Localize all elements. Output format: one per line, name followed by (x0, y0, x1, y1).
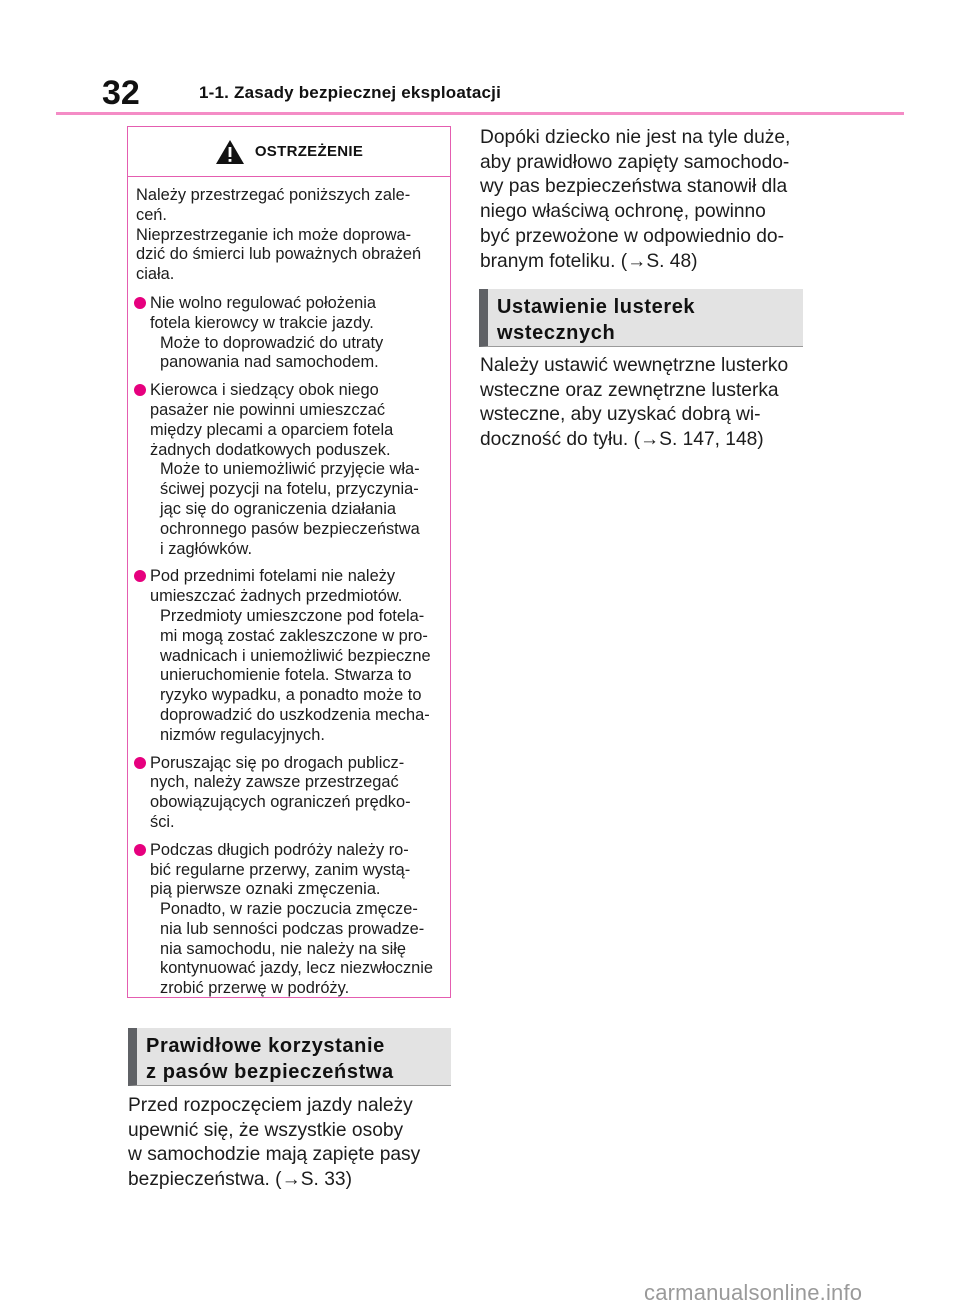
paragraph-line: bezpieczeństwa. (→S. 33) (128, 1169, 352, 1191)
warning-title: OSTRZEŻENIE (254, 143, 364, 160)
section-header-mirrors (479, 289, 803, 347)
header-divider (56, 112, 904, 115)
bullet-line: ści. (150, 812, 175, 831)
paragraph-line: wy pas bezpieczeństwa stanowił dla (480, 176, 788, 198)
section-title-line: Prawidłowe korzystanie (146, 1035, 385, 1057)
warning-intro (136, 186, 442, 226)
paragraph-line: upewnić się, że wszystkie osoby (128, 1119, 404, 1141)
paragraph-line: aby prawidłowo zapięty samochodo- (480, 151, 790, 173)
paragraph-line: doczność do tyłu. (→S. 147, 148) (480, 429, 764, 451)
warning-box (127, 126, 451, 998)
paragraph-line: w samochodzie mają zapięte pasy (128, 1144, 421, 1166)
bullet-explanation (150, 460, 442, 559)
paragraph-line: branym foteliku. (→S. 48) (480, 250, 698, 272)
bullet-explanation-line: ryzyko wypadku, a ponadto może to (160, 686, 422, 705)
bullet-text (150, 567, 442, 607)
bullet-explanation-line: kontynuować jazdy, lecz niezwłocznie (160, 959, 434, 978)
watermark: carmanualsonline.info (644, 1280, 863, 1305)
page-number: 32 (102, 74, 140, 112)
bullet-line: fotela kierowcy w trakcie jazdy. (150, 313, 374, 332)
bullet-line: pasażer nie powinni umieszczać (150, 400, 386, 419)
paragraph-line: Należy ustawić wewnętrzne lusterko (480, 355, 789, 376)
bullet-explanation-line: Ponadto, w razie poczucia zmęcze- (160, 900, 418, 919)
bullet-dot-icon (134, 297, 146, 309)
warning-triangle-icon (215, 139, 245, 165)
bullet-explanation-line: ściwej pozycji na fotelu, przyczynia- (160, 480, 419, 499)
bullet-line: Nie wolno regulować położenia (150, 293, 376, 312)
warning-intro-line: Należy przestrzegać poniższych zale- (136, 186, 411, 204)
bullet-explanation-line: unieruchomienie fotela. Stwarza to (160, 666, 412, 685)
warning-bullet (136, 841, 442, 999)
bullet-explanation-line: wadnicach i uniemożliwić bezpieczne (160, 646, 431, 665)
mirrors-paragraph (480, 354, 810, 453)
bullet-explanation-line: panowania nad samochodem. (160, 353, 379, 372)
seatbelts-paragraph (128, 1094, 458, 1193)
bullet-explanation-line: nia lub senności podczas prowadze- (160, 919, 425, 938)
bullet-line: między plecami a oparciem fotela (150, 420, 394, 439)
bullet-explanation-line: ochronnego pasów bezpieczeństwa (160, 519, 420, 538)
bullet-explanation (150, 900, 442, 999)
bullet-explanation-line: mi mogą zostać zakleszczone w pro- (160, 626, 428, 645)
chapter-title: 1-1. Zasady bezpiecznej eksploatacji (199, 83, 501, 102)
page-header (0, 0, 960, 120)
bullet-explanation-line: zrobić przerwę w podróży. (160, 979, 350, 998)
bullet-explanation-line: i zagłówków. (160, 539, 253, 558)
paragraph-line: Przed rozpoczęciem jazdy należy (128, 1095, 413, 1116)
bullet-dot-icon (134, 757, 146, 769)
paragraph-line: być przewożone w odpowiednio do- (480, 225, 784, 247)
bullet-dot-icon (134, 570, 146, 582)
bullet-explanation-line: jąc się do ograniczenia działania (160, 499, 396, 518)
paragraph-line: Dopóki dziecko nie jest na tyle duże, (480, 127, 791, 148)
bullet-dot-icon (134, 844, 146, 856)
bullet-line: bić regularne przerwy, zanim wystą- (150, 860, 411, 879)
section-title-line: wstecznych (497, 322, 616, 344)
warning-bullet (136, 754, 442, 833)
bullet-line: Poruszając się po drogach publicz- (150, 753, 405, 772)
bullet-explanation-line: Może to doprowadzić do utraty (160, 333, 384, 352)
warning-consequence (136, 226, 442, 285)
warning-bullet (136, 294, 442, 373)
bullet-explanation-line: doprowadzić do uszkodzenia mecha- (160, 705, 430, 724)
paragraph-line: wsteczne oraz zewnętrzne lusterka (480, 379, 779, 401)
bullet-explanation-line: Przedmioty umieszczone pod fotela- (160, 606, 425, 625)
bullet-line: pią pierwsze oznaki zmęczenia. (150, 880, 381, 899)
bullet-line: umieszczać żadnych przedmiotów. (150, 587, 403, 606)
warning-consequence-line: Nieprzestrzeganie ich może doprowa- (136, 225, 412, 244)
bullet-explanation-line: nia samochodu, nie należy na siłę (160, 939, 407, 958)
warning-header (128, 127, 450, 177)
bullet-explanation-line: nizmów regulacyjnych. (160, 725, 325, 744)
warning-intro-line: ceń. (136, 205, 167, 224)
warning-bullet (136, 567, 442, 745)
bullet-line: nych, należy zawsze przestrzegać (150, 773, 399, 792)
bullet-explanation-line: Może to uniemożliwić przyjęcie wła- (160, 460, 420, 479)
section-title-line: z pasów bezpieczeństwa (146, 1061, 394, 1083)
bullet-text (150, 841, 442, 900)
bullet-line: Podczas długich podróży należy ro- (150, 840, 409, 859)
bullet-text (150, 754, 442, 833)
section-header-seatbelts (128, 1028, 451, 1086)
warning-bullet (136, 381, 442, 559)
bullet-line: żadnych dodatkowych poduszek. (150, 440, 391, 459)
bullet-explanation (150, 334, 442, 374)
bullet-dot-icon (134, 384, 146, 396)
warning-body (128, 177, 450, 999)
child-seat-paragraph (480, 126, 810, 274)
warning-bullet-list (136, 294, 442, 999)
warning-consequence-line: ciała. (136, 265, 175, 284)
bullet-text (150, 294, 442, 334)
bullet-line: Pod przednimi fotelami nie należy (150, 567, 396, 586)
bullet-line: obowiązujących ograniczeń prędko- (150, 793, 411, 812)
section-title-line: Ustawienie lusterek (497, 296, 696, 318)
warning-consequence-line: dzić do śmierci lub poważnych obrażeń (136, 245, 422, 264)
bullet-explanation (150, 607, 442, 746)
paragraph-line: wsteczne, aby uzyskać dobrą wi- (480, 404, 761, 426)
paragraph-line: niego właściwą ochronę, powinno (480, 201, 766, 223)
bullet-line: Kierowca i siedzący obok niego (150, 381, 379, 400)
bullet-text (150, 381, 442, 460)
